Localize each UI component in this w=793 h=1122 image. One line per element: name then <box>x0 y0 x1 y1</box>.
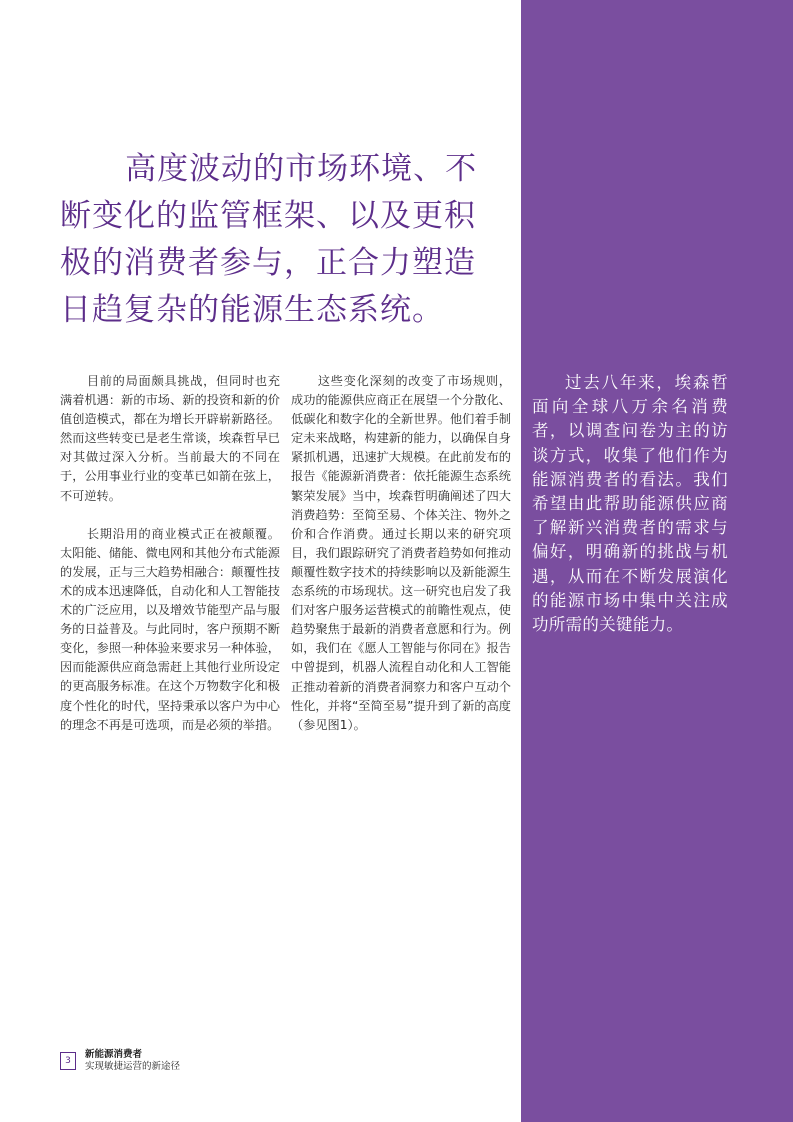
footer-report-subtitle: 实现敏捷运营的新途径 <box>85 1061 181 1072</box>
body-column-left <box>60 372 280 754</box>
body-paragraph: 这些变化深刻的改变了市场规则，成功的能源供应商正在展望一个分散化、低碳化和数字化的全新世界。他们着手制定未来战略，构建新的能力，以确保自身紧抓机遇，迅速扩大规模。在此前发布的报告《能源新消费者：依托能源生态系统繁荣发展》当中，埃森哲明确阐述了四大消费趋势：至简至易、个体关注、物外之价和合作消费。通过长期以来的研究项目，我们跟踪研究了消费者趋势如何推动颠覆性数字技术的持续影响以及新能源生态系统的市场现状。这一研究也启发了我们对客户服务运营模式的前瞻性观点，使趋势聚焦于最新的消费者意愿和行为。例如，我们在《愿人工智能与你同在》报告中曾提到，机器人流程自动化和人工智能正推动着新的消费者洞察力和客户互动个性化，并将“至简至易”提升到了新的高度（参见图1）。 <box>291 374 511 732</box>
page-footer <box>60 1048 180 1074</box>
footer-report-title: 新能源消费者 <box>85 1049 143 1060</box>
body-paragraph: 目前的局面颇具挑战，但同时也充满着机遇：新的市场、新的投资和新的价值创造模式，都在为增长开辟崭新路径。然而这些转变已是老生常谈，埃森哲早已对其做过深入分析。当前最大的不同在于，公用事业行业的变革已如箭在弦上，不可逆转。 <box>60 374 280 503</box>
footer-text-block <box>85 1049 180 1073</box>
body-column-middle <box>291 372 511 754</box>
sidebar-callout-text: 过去八年来，埃森哲面向全球八万余名消费者，以调查问卷为主的访谈方式，收集了他们作为能源消费者的看法。我们希望由此帮助能源供应商了解新兴消费者的需求与偏好，明确新的挑战与机遇，从而在不断发展演化的能源市场中集中关注成功所需的关键能力。 <box>532 373 728 635</box>
body-paragraph: 长期沿用的商业模式正在被颠覆。太阳能、储能、微电网和其他分布式能源的发展，正与三大趋势相融合：颠覆性技术的成本迅速降低，自动化和人工智能技术的广泛应用，以及增效节能型产品与服务的日益普及。与此同时，客户预期不断变化，参照一种体验来要求另一种体验，因而能源供应商急需赶上其他行业所设定的更高服务标准。在这个万物数字化和极度个性化的时代，坚持秉承以客户为中心的理念不再是可选项，而是必须的举措。 <box>60 526 280 732</box>
page-headline: 高度波动的市场环境、不断变化的监管框架、以及更积极的消费者参与，正合力塑造日趋复杂的能源生态系统。 <box>60 151 478 328</box>
page-number: 3 <box>60 1052 76 1070</box>
